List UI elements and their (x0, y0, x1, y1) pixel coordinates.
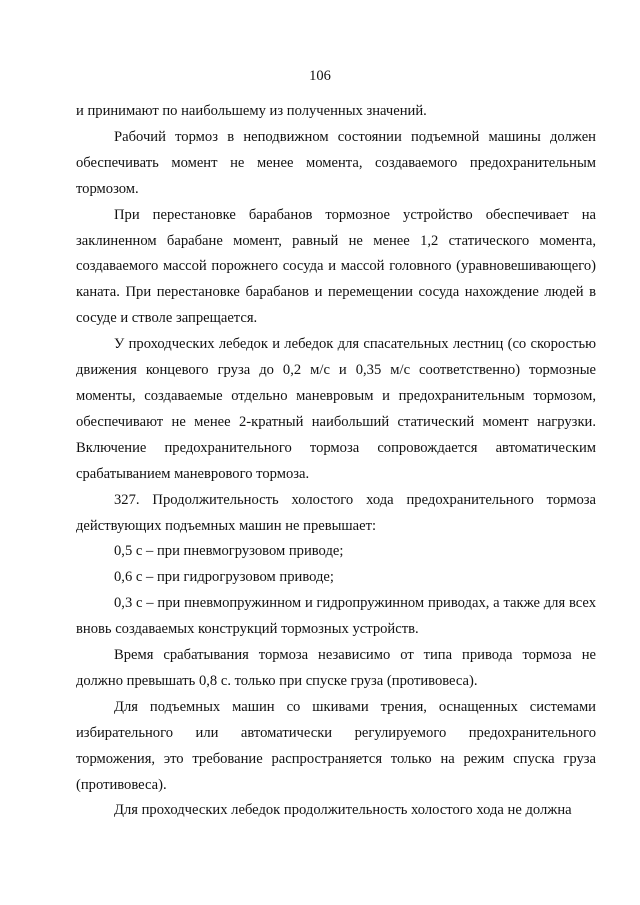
list-item-hydraulic-weight: 0,6 с – при гидрогрузовом приводе; (114, 569, 334, 586)
paragraph-sinking-winches-idle: Для проходческих лебедок продолжительность холостого хода не должна (114, 802, 572, 819)
list-item-spring-drives: 0,3 с – при пневмопружинном и гидропружинном приводах, а также для всех вновь создаваемых конструкций тормозных устройств. (76, 595, 596, 638)
paragraph-clause-327: 327. Продолжительность холостого хода предохранительного тормоза действующих подъемных машин не превышает: (76, 491, 596, 534)
document-body (76, 99, 596, 824)
paragraph-continuation: и принимают по наибольшему из полученных значений. (76, 103, 427, 119)
paragraph-sinking-winches: У проходческих лебедок и лебедок для спасательных лестниц (со скоростью движения концевого груза до 0,2 м/с и 0,35 м/с соответственно) тормозные моменты, создаваемые отдельно маневровым и предохранительным тормозом, обеспечивают не менее 2-кратный наибольший статический момент нагрузки. Включение предохранительного тормоза сопровождается автоматическим срабатыванием маневрового тормоза. (76, 336, 596, 482)
list-item-pneumatic-weight: 0,5 с – при пневмогрузовом приводе; (114, 543, 344, 560)
paragraph-brake-response-time: Время срабатывания тормоза независимо от типа привода тормоза не должно превышать 0,8 с. только при спуске груза (противовеса). (76, 647, 596, 689)
page-number: 106 (309, 68, 331, 84)
paragraph-drum-rearrangement: При перестановке барабанов тормозное устройство обеспечивает на заклиненном барабане момент, равный не менее 1,2 статического момента, создаваемого массой порожнего сосуда и массой головного (уравновешивающего) каната. При перестановке барабанов и перемещении сосуда нахождение людей в сосуде и стволе запрещается. (76, 206, 596, 327)
paragraph-friction-sheaves: Для подъемных машин со шкивами трения, оснащенных системами избирательного или автоматически регулируемого предохранительного торможения, это требование распространяется только на режим спуска груза (противовеса). (76, 698, 596, 793)
paragraph-working-brake: Рабочий тормоз в неподвижном состоянии подъемной машины должен обеспечивать момент не менее момента, создаваемого предохранительным тормозом. (76, 128, 596, 197)
